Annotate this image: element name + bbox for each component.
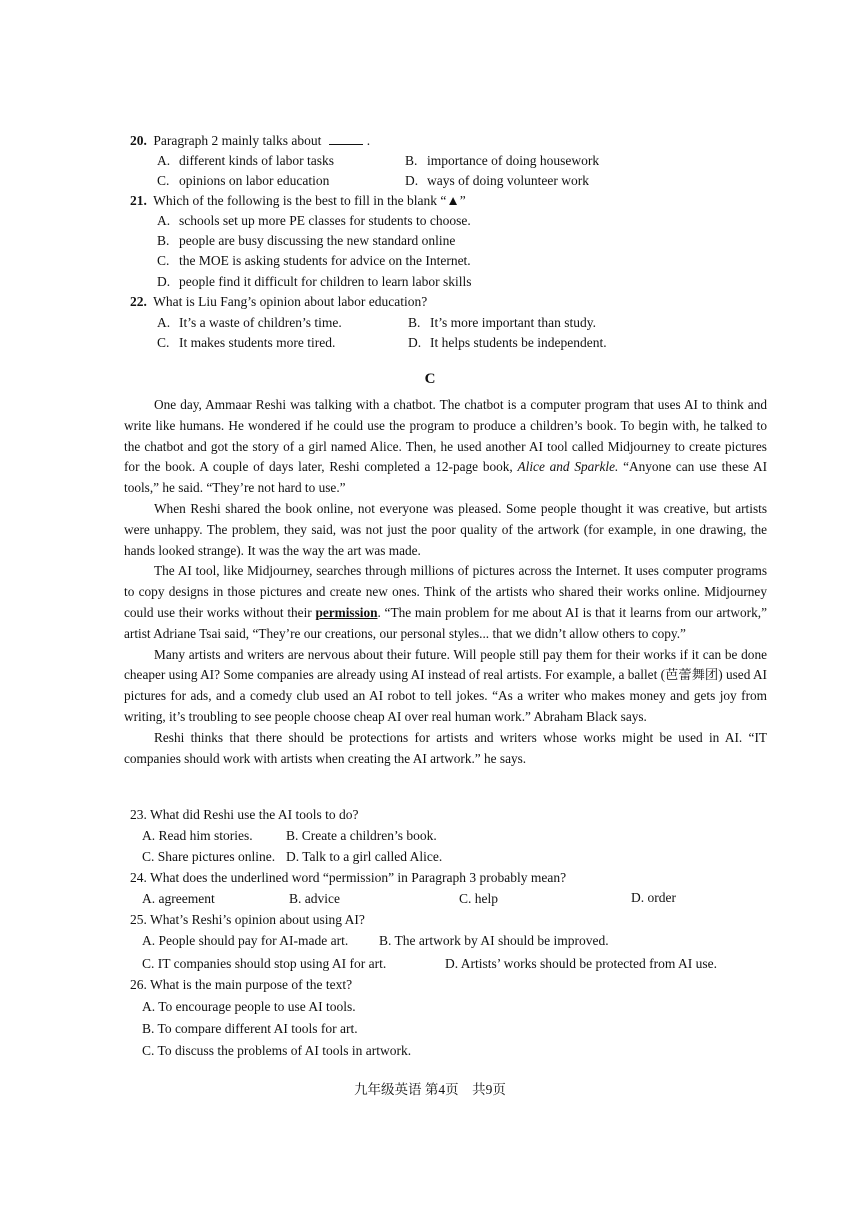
question-21-option-b [157, 232, 455, 250]
question-24-stem: 24. What does the underlined word “permission” in Paragraph 3 probably mean? [130, 870, 567, 885]
question-26-option-a: A. To encourage people to use AI tools. [142, 999, 356, 1014]
option-text: It’s more important than study. [430, 315, 596, 330]
paragraph-text: The AI tool, like Midjourney, searches through millions of pictures across the Internet. It uses computer programs to copy designs in those pictures and create new ones. Think of the artists who shared their works online. Midjourney could use their works without their [124, 563, 767, 620]
question-23-option-a: A. Read him stories. [142, 828, 253, 843]
page-footer: 九年级英语 第4页 共9页 [354, 1082, 506, 1097]
option-letter: B. [157, 233, 170, 248]
option-letter: A. [157, 315, 171, 330]
option-letter: D. [408, 335, 422, 350]
option-letter: A. [157, 213, 171, 228]
question-25-option-d: D. Artists’ works should be protected from AI use. [445, 956, 717, 971]
question-text: Paragraph 2 mainly talks about [153, 133, 322, 148]
question-21-option-c [157, 252, 471, 270]
option-text: people are busy discussing the new standard online [179, 233, 456, 248]
option-text: the MOE is asking students for advice on the Internet. [179, 253, 471, 268]
question-20-option-d [405, 172, 589, 190]
question-text: What is Liu Fang’s opinion about labor education? [153, 294, 428, 309]
question-text: Which of the following is the best to fill in the blank “▲” [153, 193, 466, 208]
option-letter: B. [408, 315, 421, 330]
option-letter: B. [405, 153, 418, 168]
option-letter: C. [157, 173, 170, 188]
question-22-option-b [408, 314, 596, 332]
passage-paragraph-3 [124, 561, 767, 644]
section-title: C [424, 371, 436, 387]
option-text: schools set up more PE classes for students to choose. [179, 213, 471, 228]
answer-blank [329, 132, 363, 145]
question-22-option-c [157, 334, 335, 352]
paragraph-text: One day, Ammaar Reshi was talking with a chatbot. The chatbot is a computer program that uses AI to think and write like humans. He wondered if he could use the program to produce a children’s book. To begin with, he talked to the chatbot and got the story of a girl named Alice. Then, he used another AI tool called Midjourney to create pictures for the book. A couple of days later, Reshi completed a 12-page book, [124, 397, 767, 475]
option-text: opinions on labor education [179, 173, 330, 188]
option-text: It’s a waste of children’s time. [179, 315, 342, 330]
question-24-option-a: A. agreement [142, 891, 215, 906]
option-text: people find it difficult for children to learn labor skills [179, 274, 472, 289]
question-21-option-a [157, 212, 471, 230]
reading-passage [124, 395, 767, 769]
question-end-punct: . [366, 133, 371, 148]
question-24-option-d: D. order [631, 890, 676, 905]
question-26-stem: 26. What is the main purpose of the text? [130, 977, 353, 992]
option-letter: D. [157, 274, 171, 289]
question-22-option-d [408, 334, 607, 352]
question-22-option-a [157, 314, 342, 332]
passage-paragraph-5: Reshi thinks that there should be protections for artists and writers whose works might be used in AI. “IT companies should work with artists when creating the AI artwork.” he says. [124, 729, 767, 766]
question-20-option-a [157, 152, 334, 170]
question-23-option-c: C. Share pictures online. [142, 849, 276, 864]
question-23-option-d: D. Talk to a girl called Alice. [286, 849, 443, 864]
question-22-stem [130, 293, 427, 311]
question-20-option-c [157, 172, 329, 190]
question-number: 21. [130, 193, 147, 208]
question-20-option-b [405, 152, 599, 170]
question-21-option-d [157, 273, 472, 291]
question-23-stem: 23. What did Reshi use the AI tools to do? [130, 807, 359, 822]
passage-paragraph-2: When Reshi shared the book online, not everyone was pleased. Some people thought it was creative, but artists were unhappy. The problem, they said, was not just the poor quality of the artwork (for example, in one drawing, the hands looked strange). It was the way the art was made. [124, 500, 767, 558]
question-number: 20. [130, 133, 147, 148]
question-24-option-c: C. help [459, 891, 498, 906]
book-title: Alice and Sparkle. [517, 459, 619, 475]
passage-paragraph-1 [124, 395, 767, 499]
option-letter: D. [405, 173, 419, 188]
option-text: importance of doing housework [427, 153, 600, 168]
question-25-option-b: B. The artwork by AI should be improved. [379, 933, 609, 948]
question-25-option-a: A. People should pay for AI-made art. [142, 933, 349, 948]
option-letter: A. [157, 153, 171, 168]
question-24-option-b: B. advice [289, 891, 340, 906]
paragraph-text: “Anyone can use these AI tools,” he said. “They’re not hard to use.” [124, 459, 768, 496]
passage-paragraph-4: Many artists and writers are nervous about their future. Will people still pay them for their works if it can be done cheaper using AI? Some companies are already using AI instead of real artists. For example, a ballet (芭蕾舞团) used AI pictures for ads, and a comedy club used an AI robot to tell jokes. “As a writer who makes money and gets joy from writing, it’s troubling to see people choose cheap AI over real human work.” Abraham Black says. [124, 646, 767, 724]
option-text: It helps students be independent. [430, 335, 607, 350]
question-26-option-c: C. To discuss the problems of AI tools in artwork. [142, 1043, 412, 1058]
option-letter: C. [157, 335, 170, 350]
question-21-stem [130, 192, 466, 210]
option-text: different kinds of labor tasks [179, 153, 334, 168]
question-26-option-b: B. To compare different AI tools for art. [142, 1021, 358, 1036]
paragraph-text: . “The main problem for me about AI is that it learns from our artwork,” artist Adriane Tsai said, “They’re our creations, our personal styles... that we didn’t allow others to copy.” [124, 604, 767, 641]
option-letter: C. [157, 253, 170, 268]
question-number: 22. [130, 294, 147, 309]
option-text: It makes students more tired. [179, 335, 336, 350]
underlined-word: permission [315, 604, 378, 620]
question-23-option-b: B. Create a children’s book. [286, 828, 437, 843]
option-text: ways of doing volunteer work [427, 173, 589, 188]
question-20-stem [130, 132, 370, 150]
question-25-stem: 25. What’s Reshi’s opinion about using AI? [130, 912, 365, 927]
question-25-option-c: C. IT companies should stop using AI for art. [142, 956, 387, 971]
